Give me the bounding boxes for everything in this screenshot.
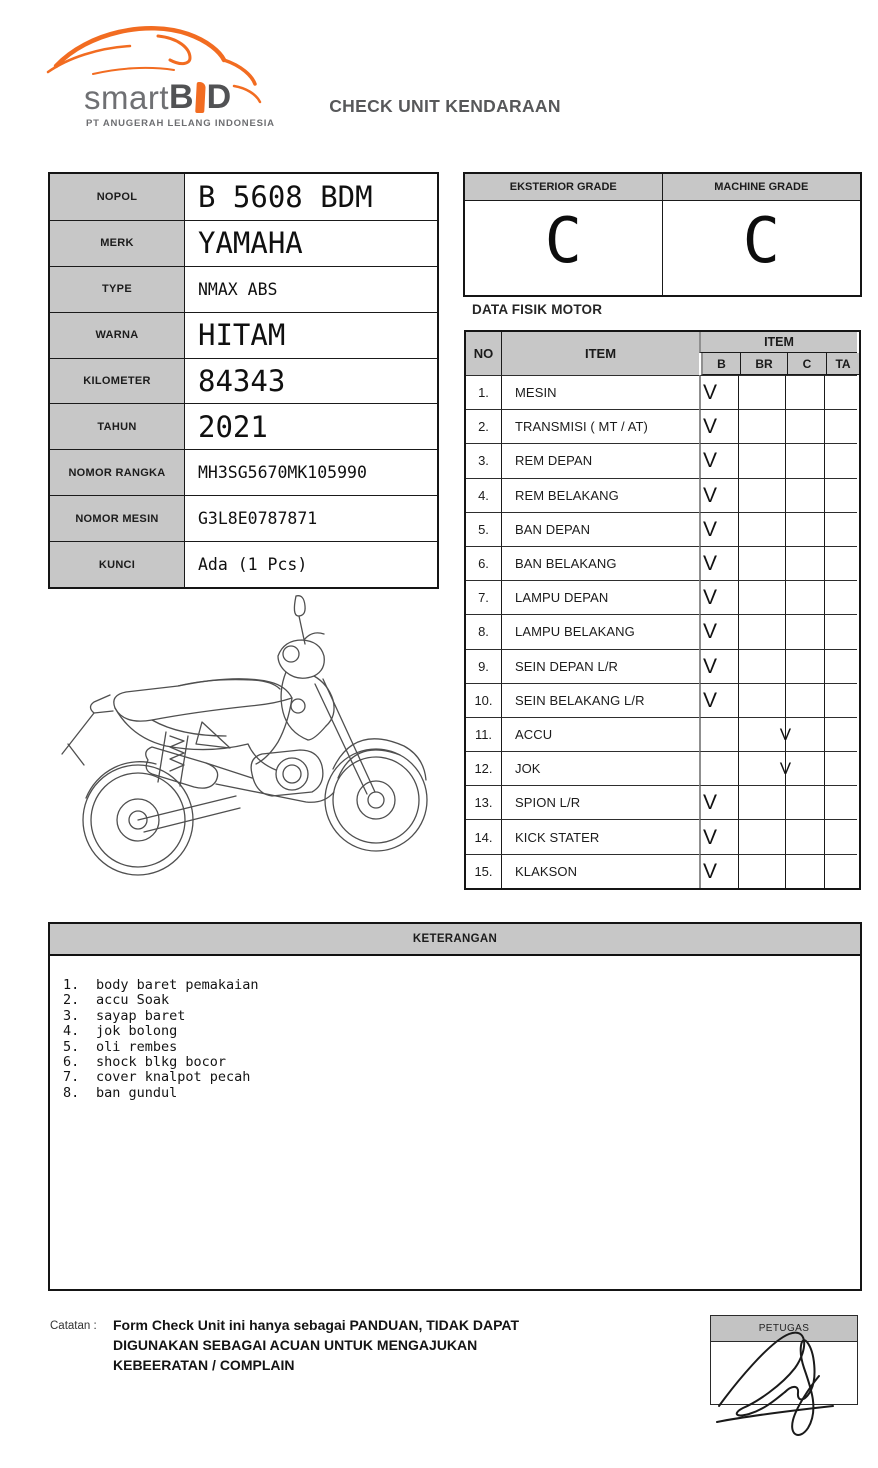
check-c bbox=[785, 854, 824, 888]
table-subheader bbox=[701, 353, 859, 375]
table-row bbox=[466, 683, 859, 717]
check-b: V bbox=[699, 854, 738, 888]
signature-icon bbox=[707, 1326, 863, 1444]
check-b: V bbox=[699, 478, 738, 512]
table-row bbox=[466, 717, 859, 751]
field-label: NOMOR MESIN bbox=[50, 496, 185, 541]
field-label: NOMOR RANGKA bbox=[50, 450, 185, 495]
table-row bbox=[466, 478, 859, 512]
field-value: G3L8E0787871 bbox=[198, 509, 318, 529]
check-c bbox=[785, 409, 824, 443]
row-no: 15. bbox=[466, 854, 502, 888]
brand-wordmark bbox=[84, 80, 231, 114]
check-b bbox=[699, 717, 738, 751]
note-line bbox=[63, 993, 850, 1008]
row-item: SEIN DEPAN L/R bbox=[502, 649, 699, 683]
machine-grade-value: C bbox=[742, 204, 780, 277]
note-text: accu Soak bbox=[96, 992, 170, 1009]
check-c bbox=[785, 649, 824, 683]
exterior-grade-value: C bbox=[465, 201, 663, 295]
check-b: V bbox=[699, 649, 738, 683]
note-text: shock blkg bocor bbox=[96, 1054, 227, 1071]
check-br bbox=[738, 683, 785, 717]
row-no: 11. bbox=[466, 717, 502, 751]
table-row bbox=[466, 580, 859, 614]
note-text: ban gundul bbox=[96, 1084, 178, 1101]
check-ta bbox=[824, 785, 857, 819]
field-value: NMAX ABS bbox=[198, 279, 278, 299]
check-ta bbox=[824, 854, 857, 888]
note-number: 2. bbox=[63, 992, 80, 1009]
table-row bbox=[466, 819, 859, 853]
table-row bbox=[466, 785, 859, 819]
check-b: V bbox=[699, 785, 738, 819]
check-ta bbox=[824, 580, 857, 614]
check-ta bbox=[824, 478, 857, 512]
field-label: WARNA bbox=[50, 313, 185, 358]
grade-table bbox=[463, 172, 862, 297]
row-item: SPION L/R bbox=[502, 785, 699, 819]
field-label: KUNCI bbox=[50, 542, 185, 587]
note-number: 4. bbox=[63, 1023, 80, 1040]
check-br bbox=[738, 854, 785, 888]
note-number: 6. bbox=[63, 1054, 80, 1071]
keterangan-section bbox=[48, 922, 862, 1291]
note-line bbox=[63, 978, 850, 993]
col-header-ta: TA bbox=[826, 353, 859, 375]
table-row bbox=[466, 546, 859, 580]
row-no: 10. bbox=[466, 683, 502, 717]
row-item: KICK STATER bbox=[502, 819, 699, 853]
note-line bbox=[63, 1070, 850, 1085]
table-row bbox=[466, 375, 859, 409]
note-line bbox=[63, 1055, 850, 1070]
row-item: JOK bbox=[502, 751, 699, 785]
check-c bbox=[779, 751, 824, 785]
check-b: V bbox=[699, 580, 738, 614]
data-fisik-table bbox=[464, 330, 861, 890]
note-number: 7. bbox=[63, 1069, 80, 1086]
check-br bbox=[738, 512, 785, 546]
company-tagline: PT ANUGERAH LELANG INDONESIA bbox=[86, 118, 275, 129]
col-header-c: C bbox=[787, 353, 826, 375]
table-row bbox=[466, 409, 859, 443]
col-header-no: NO bbox=[466, 332, 502, 375]
check-br bbox=[738, 819, 785, 853]
check-br bbox=[738, 580, 785, 614]
check-b bbox=[699, 751, 738, 785]
field-label: TAHUN bbox=[50, 404, 185, 449]
brand-i-bar-icon bbox=[195, 82, 206, 113]
vehicle-row-nomor-rangka bbox=[50, 449, 437, 495]
catatan-line: KEBEERATAN / COMPLAIN bbox=[113, 1357, 295, 1373]
col-header-b: B bbox=[701, 353, 740, 375]
row-no: 14. bbox=[466, 819, 502, 853]
check-c bbox=[785, 614, 824, 648]
field-value: B 5608 BDM bbox=[198, 179, 373, 214]
vehicle-row-kilometer bbox=[50, 358, 437, 404]
check-c bbox=[785, 443, 824, 477]
row-item: BAN DEPAN bbox=[502, 512, 699, 546]
note-number: 3. bbox=[63, 1007, 80, 1024]
row-item: REM DEPAN bbox=[502, 443, 699, 477]
check-mark: V bbox=[779, 759, 792, 779]
check-br bbox=[738, 649, 785, 683]
field-label: KILOMETER bbox=[50, 359, 185, 404]
vehicle-row-tahun bbox=[50, 403, 437, 449]
note-number: 5. bbox=[63, 1038, 80, 1055]
check-br bbox=[738, 614, 785, 648]
petugas-header: PETUGAS bbox=[711, 1316, 857, 1342]
catatan-line: Form Check Unit ini hanya sebagai PANDUAN, TIDAK DAPAT bbox=[113, 1317, 520, 1333]
row-no: 5. bbox=[466, 512, 502, 546]
table-row bbox=[466, 751, 859, 785]
check-ta bbox=[824, 649, 857, 683]
keterangan-header: KETERANGAN bbox=[50, 924, 860, 956]
field-value: HITAM bbox=[198, 318, 286, 353]
vehicle-row-nopol bbox=[50, 174, 437, 220]
check-b: V bbox=[699, 683, 738, 717]
vehicle-row-type bbox=[50, 266, 437, 312]
page-title: CHECK UNIT KENDARAAN bbox=[329, 96, 561, 116]
row-no: 13. bbox=[466, 785, 502, 819]
vehicle-row-warna bbox=[50, 312, 437, 358]
note-text: body baret pemakaian bbox=[96, 977, 259, 993]
field-value: Ada (1 Pcs) bbox=[198, 555, 308, 575]
check-br bbox=[738, 409, 785, 443]
row-item: BAN BELAKANG bbox=[502, 546, 699, 580]
brand-b-text: B bbox=[169, 78, 194, 116]
check-b: V bbox=[699, 443, 738, 477]
vehicle-row-merk bbox=[50, 220, 437, 266]
col-header-item-group: ITEM bbox=[699, 332, 857, 353]
check-c bbox=[785, 683, 824, 717]
table-row bbox=[466, 512, 859, 546]
col-header-item: ITEM bbox=[502, 332, 699, 375]
check-br bbox=[738, 546, 785, 580]
check-c bbox=[785, 512, 824, 546]
row-item: REM BELAKANG bbox=[502, 478, 699, 512]
vehicle-row-kunci bbox=[50, 541, 437, 587]
check-ta bbox=[824, 751, 857, 785]
row-no: 6. bbox=[466, 546, 502, 580]
row-item: KLAKSON bbox=[502, 854, 699, 888]
check-c bbox=[785, 580, 824, 614]
motorcycle-illustration bbox=[52, 588, 450, 883]
note-text: cover knalpot pecah bbox=[96, 1069, 251, 1086]
vehicle-info-table bbox=[48, 172, 439, 589]
check-ta bbox=[824, 683, 857, 717]
note-line bbox=[63, 1040, 850, 1055]
check-br bbox=[738, 443, 785, 477]
check-ta bbox=[824, 614, 857, 648]
check-c bbox=[785, 785, 824, 819]
row-no: 3. bbox=[466, 443, 502, 477]
note-text: jok bolong bbox=[96, 1023, 178, 1040]
check-b: V bbox=[699, 819, 738, 853]
row-no: 2. bbox=[466, 409, 502, 443]
check-br bbox=[738, 717, 785, 751]
note-text: sayap baret bbox=[96, 1007, 186, 1024]
check-b: V bbox=[699, 546, 738, 580]
row-item: ACCU bbox=[502, 717, 699, 751]
check-ta bbox=[824, 512, 857, 546]
note-line bbox=[63, 1086, 850, 1101]
note-line bbox=[63, 1009, 850, 1024]
machine-grade-header: MACHINE GRADE bbox=[663, 174, 861, 201]
check-br bbox=[738, 751, 785, 785]
row-item: LAMPU BELAKANG bbox=[502, 614, 699, 648]
check-ta bbox=[824, 409, 857, 443]
check-ta bbox=[824, 375, 857, 409]
check-br bbox=[738, 478, 785, 512]
field-label: TYPE bbox=[50, 267, 185, 312]
field-value: 84343 bbox=[198, 364, 286, 398]
note-line bbox=[63, 1024, 850, 1039]
table-row bbox=[466, 854, 859, 888]
smartbid-logo bbox=[38, 14, 278, 144]
check-mark: V bbox=[779, 724, 792, 744]
brand-d-text: D bbox=[206, 78, 232, 116]
field-value: YAMAHA bbox=[198, 226, 303, 261]
row-no: 9. bbox=[466, 649, 502, 683]
field-value: 2021 bbox=[198, 409, 268, 444]
check-ta bbox=[824, 443, 857, 477]
check-br bbox=[738, 785, 785, 819]
check-br bbox=[738, 375, 785, 409]
check-c bbox=[785, 546, 824, 580]
check-b: V bbox=[699, 614, 738, 648]
brand-smart-text: smart bbox=[84, 79, 169, 116]
row-no: 4. bbox=[466, 478, 502, 512]
row-item: TRANSMISI ( MT / AT) bbox=[502, 409, 699, 443]
keterangan-notes bbox=[50, 956, 860, 1101]
row-item: SEIN BELAKANG L/R bbox=[502, 683, 699, 717]
row-no: 12. bbox=[466, 751, 502, 785]
catatan-label: Catatan : bbox=[50, 1320, 97, 1332]
catatan-line: DIGUNAKAN SEBAGAI ACUAN UNTUK MENGAJUKAN bbox=[113, 1337, 478, 1353]
vehicle-row-nomor-mesin bbox=[50, 495, 437, 541]
check-b: V bbox=[699, 512, 738, 546]
field-value: MH3SG5670MK105990 bbox=[198, 463, 367, 483]
note-number: 1. bbox=[63, 977, 80, 993]
petugas-signature-box bbox=[710, 1315, 858, 1405]
note-text: oli rembes bbox=[96, 1038, 178, 1055]
table-row bbox=[466, 443, 859, 477]
check-c bbox=[785, 819, 824, 853]
row-no: 8. bbox=[466, 614, 502, 648]
check-ta bbox=[824, 717, 857, 751]
check-b: V bbox=[699, 375, 738, 409]
check-c bbox=[785, 478, 824, 512]
col-header-br: BR bbox=[740, 353, 787, 375]
check-ta bbox=[824, 546, 857, 580]
data-fisik-heading: DATA FISIK MOTOR bbox=[472, 302, 603, 317]
check-c bbox=[779, 717, 824, 751]
table-row bbox=[466, 614, 859, 648]
note-number: 8. bbox=[63, 1084, 80, 1101]
row-item: MESIN bbox=[502, 375, 699, 409]
field-label: MERK bbox=[50, 221, 185, 266]
catatan-text bbox=[113, 1315, 583, 1375]
field-label: NOPOL bbox=[50, 174, 185, 220]
check-ta bbox=[824, 819, 857, 853]
exterior-grade-header: EKSTERIOR GRADE bbox=[465, 174, 663, 201]
check-c bbox=[785, 375, 824, 409]
row-no: 7. bbox=[466, 580, 502, 614]
row-no: 1. bbox=[466, 375, 502, 409]
table-row bbox=[466, 649, 859, 683]
row-item: LAMPU DEPAN bbox=[502, 580, 699, 614]
check-b: V bbox=[699, 409, 738, 443]
